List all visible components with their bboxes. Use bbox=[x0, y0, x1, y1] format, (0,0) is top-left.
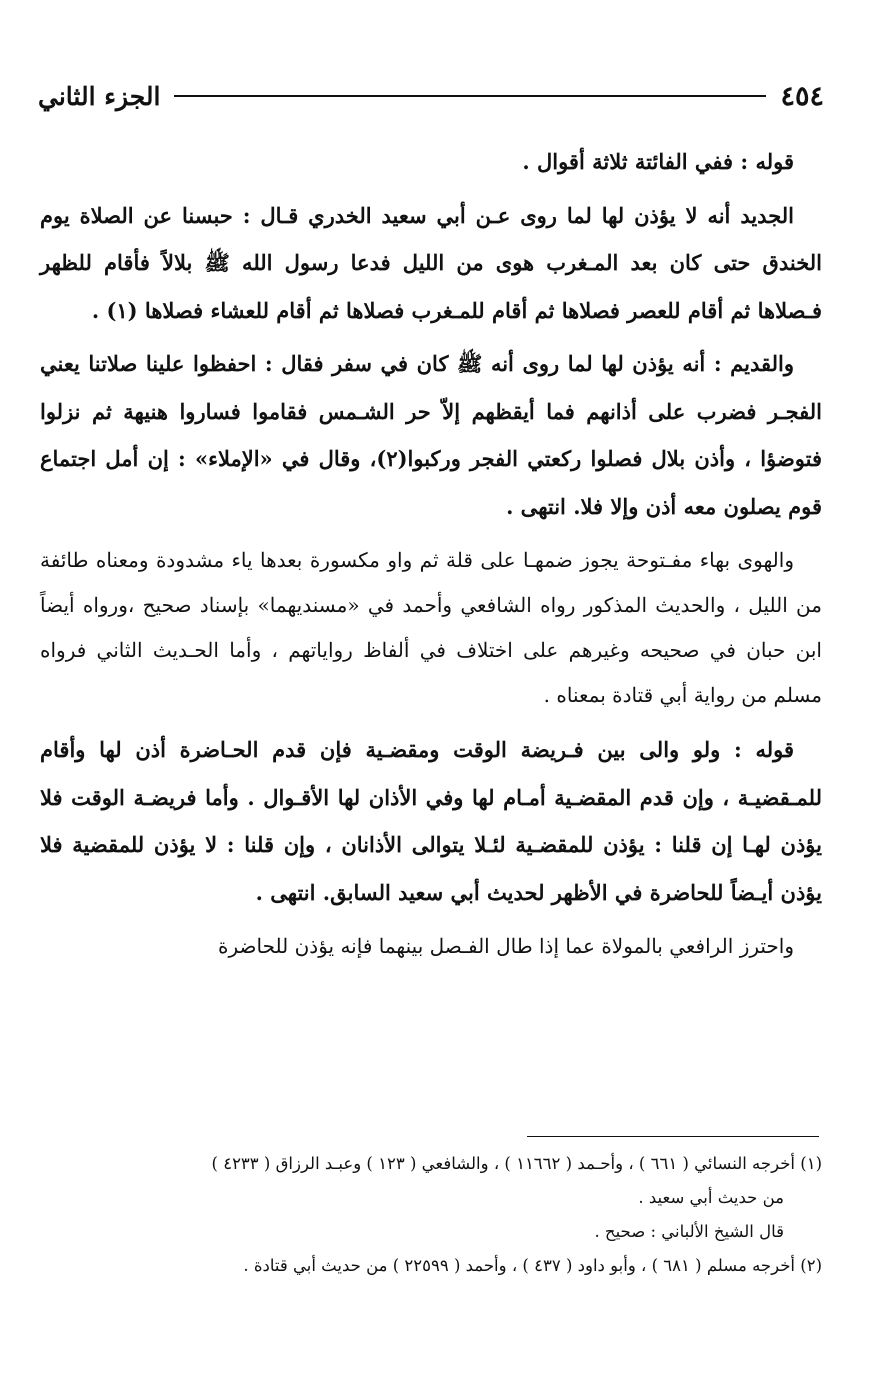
paragraph-quote-sequence: قوله : ولو والى بين فـريضة الوقت ومقضـية فإن قدم الحـاضرة أذن لها وأقام للمـقضيـة ، وإن قدم المقضـية أمـام لها وفي الأذان لها الأقـوال . وأما فريضـة الوقت فلا يؤذن لهـا إن قلنا : يؤذن للمقضـية لئـلا يتوالى الأذانان ، وإن قلنا : لا يؤذن للمقضية فلا يؤذن أيـضاً للحاضرة في الأظهر لحديث أبي سعيد السابق. انتهى . bbox=[40, 737, 822, 905]
paragraph-commentary: والهوى بهاء مفـتوحة يجوز ضمهـا على قلة ثم واو مكسورة بعدها ياء مشدودة ومعناه طائفة من الليل ، والحديث المذكور رواه الشافعي وأحمد في «مسنديهما» بإسناد صحيح ،ورواه أيضاً ابن حبان في صحيحه وغيرهم على اختلاف في ألفاظ رواياتهم ، وأما الحـديث الثاني فرواه مسلم من رواية أبي قتادة بمعناه . bbox=[40, 548, 822, 707]
footnotes bbox=[40, 1147, 822, 1283]
paragraph-commentary-continued: واحترز الرافعي بالمولاة عما إذا طال الفـصل بينهما فإنه يؤذن للحاضرة bbox=[218, 934, 794, 958]
paragraph-quote-intro: قوله : ففي الفائتة ثلاثة أقوال . bbox=[522, 149, 794, 174]
footnote-1-continuation: من حديث أبي سعيد . bbox=[638, 1188, 784, 1207]
page-header bbox=[38, 76, 824, 116]
footnote-2: (٢) أخرجه مسلم ( ٦٨١ ) ، وأبو داود ( ٤٣٧ ) ، وأحمد ( ٢٢٥٩٩ ) من حديث أبي قتادة . bbox=[243, 1256, 822, 1275]
footnote-separator bbox=[527, 1136, 819, 1137]
running-title: الجزء الثاني bbox=[38, 81, 161, 111]
page-number: ٤٥٤ bbox=[780, 80, 824, 112]
footnote-1: (١) أخرجه النسائي ( ٦٦١ ) ، وأحـمد ( ١١٦٦٢ ) ، والشافعي ( ١٢٣ ) وعبـد الرزاق ( ٤٢٣٣ ) bbox=[211, 1154, 822, 1173]
footnote-1-grading: قال الشيخ الألباني : صحيح . bbox=[594, 1222, 784, 1241]
paragraph-new-opinion: الجديد أنه لا يؤذن لها لما روى عـن أبي سعيد الخدري قـال : حبسنا عن الصلاة يوم الخندق حتى كان بعد المـغرب هوى من الليل فدعا رسول الله ﷺ بلالاً فأقام للظهر فـصلاها ثم أقام للعصر فصلاها ثم أقام للمـغرب فصلاها ثم أقام للعشاء فصلاها (١) . bbox=[40, 202, 822, 323]
main-text bbox=[40, 138, 822, 969]
paragraph-old-opinion: والقديم : أنه يؤذن لها لما روى أنه ﷺ كان في سفر فقال : احفظوا علينا صلاتنا يعني الفجـر فضرب على أذانهم فما أيقظهم إلاّ حر الشـمس فقاموا فساروا هنيهة ثم نزلوا فتوضؤا ، وأذن بلال فصلوا ركعتي الفجر وركبوا(٢)، وقال في «الإملاء» : إن أمل اجتماع قوم يصلون معه أذن وإلا فلا. انتهى . bbox=[40, 351, 822, 519]
header-rule bbox=[174, 95, 766, 97]
